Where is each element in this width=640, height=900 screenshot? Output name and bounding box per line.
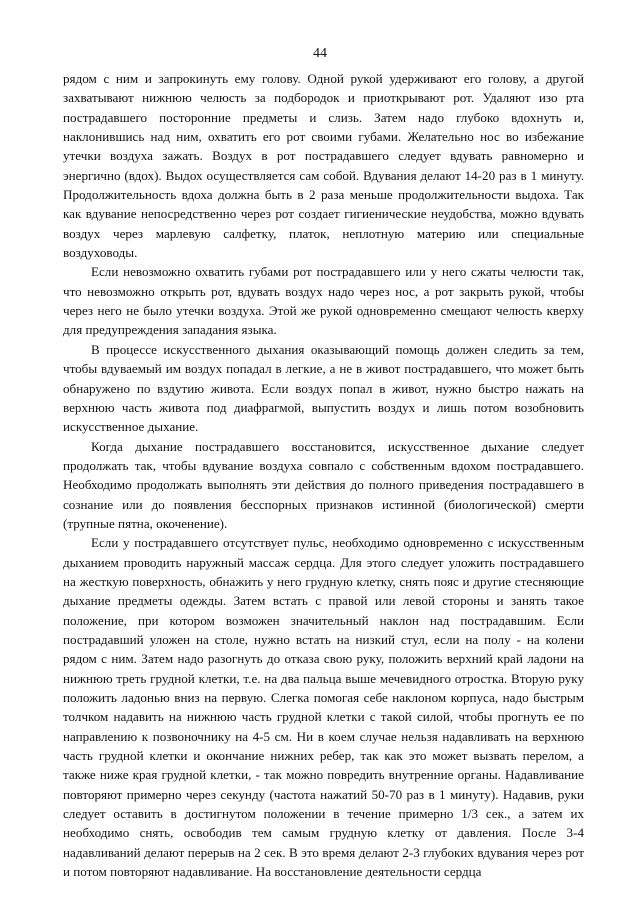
page-number: 44 (313, 46, 327, 61)
paragraph-continuation: рядом с ним и запрокинуть ему голову. Одной рукой удерживают его голову, а другой захватывают нижнюю челюсть за подбородок и приоткрывают рот. Удаляют изо рта пострадавшего посторонние предметы и слизь. Затем надо глубоко вдохнуть и, наклонившись над ним, охватить его рот своими губами. Желательно нос во избежание утечки воздуха зажать. Воздух в рот пострадавшего следует вдувать равномерно и энергично (вдох). Выдох осуществляется сам собой. Вдувания делают 14-20 раз в 1 минуту. Продолжительность вдоха должна быть в 2 раза меньше продолжительности выдоха. Так как вдувание непосредственно через рот создает гигиенические неудобства, можно вдувать воздух через марлевую салфетку, платок, неплотную материю или специальные воздуховоды. (63, 71, 584, 261)
paragraph: Когда дыхание пострадавшего восстановится, искусственное дыхание следует продолжать так, чтобы вдувание воздуха совпало с собственным вдохом пострадавшего. Необходимо продолжать выполнять эти действия до полного приведения пострадавшего в сознание или до появления бесспорных признаков истинной (биологической) смерти (трупные пятна, окоченение). (63, 438, 584, 531)
paragraph: Если у пострадавшего отсутствует пульс, необходимо одновременно с искусственным дыханием проводить наружный массаж сердца. Для этого следует уложить пострадавшего на жесткую поверхность, обнажить у него грудную клетку, снять пояс и другие стесняющие дыхание предметы одежды. Затем встать с правой или левой стороны и занять такое положение, при котором возможен значительный наклон над пострадавшим. Если пострадавший уложен на столе, нужно встать на низкий стул, если на полу - на колени рядом с ним. Затем надо разогнуть до отказа свою руку, положить верхний край ладони на нижнюю треть грудной клетки, т.е. на два пальца выше мечевидного отростка. Вторую руку положить ладонью вниз на первую. Слегка помогая себе наклоном корпуса, надо быстрым толчком надавить на нижнюю часть грудной клетки с такой силой, чтобы прогнуть ее по направлению к позвоночнику на 4-5 см. Ни в коем случае нельзя надавливать на верхнюю часть грудной клетки и окончание нижних ребер, так как это может вызвать перелом, а также ниже края грудной клетки, - так можно повредить внутренние органы. Надавливание повторяют примерно через секунду (частота нажатий 50-70 раз в 1 минуту). Надавив, руки следует оставить в достигнутом положении в течение примерно 1/3 сек., а затем их необходимо снять, освободив тем самым грудную клетку от давления. После 3-4 надавливаний делают перерыв на 2 сек. В это время делают 2-3 глубоких вдувания через рот и потом повторяют надавливание. На восстановление деятельности сердца (63, 535, 584, 880)
paragraph: Если невозможно охватить губами рот пострадавшего или у него сжаты челюсти так, что невозможно открыть рот, вдувать воздух надо через нос, а рот закрыть рукой, чтобы через него не было утечки воздуха. Этой же рукой одновременно смещают челюсть кверху для предупреждения западания языка. (63, 264, 584, 338)
body-text (63, 69, 584, 881)
paragraph: В процессе искусственного дыхания оказывающий помощь должен следить за тем, чтобы вдуваемый им воздух попадал в легкие, а не в живот пострадавшего, что может быть обнаружено по вздутию живота. Если воздух попал в живот, нужно быстро нажать на верхнюю часть живота под диафрагмой, выпустить воздух и лишь потом возобновить искусственное дыхание. (63, 341, 584, 435)
